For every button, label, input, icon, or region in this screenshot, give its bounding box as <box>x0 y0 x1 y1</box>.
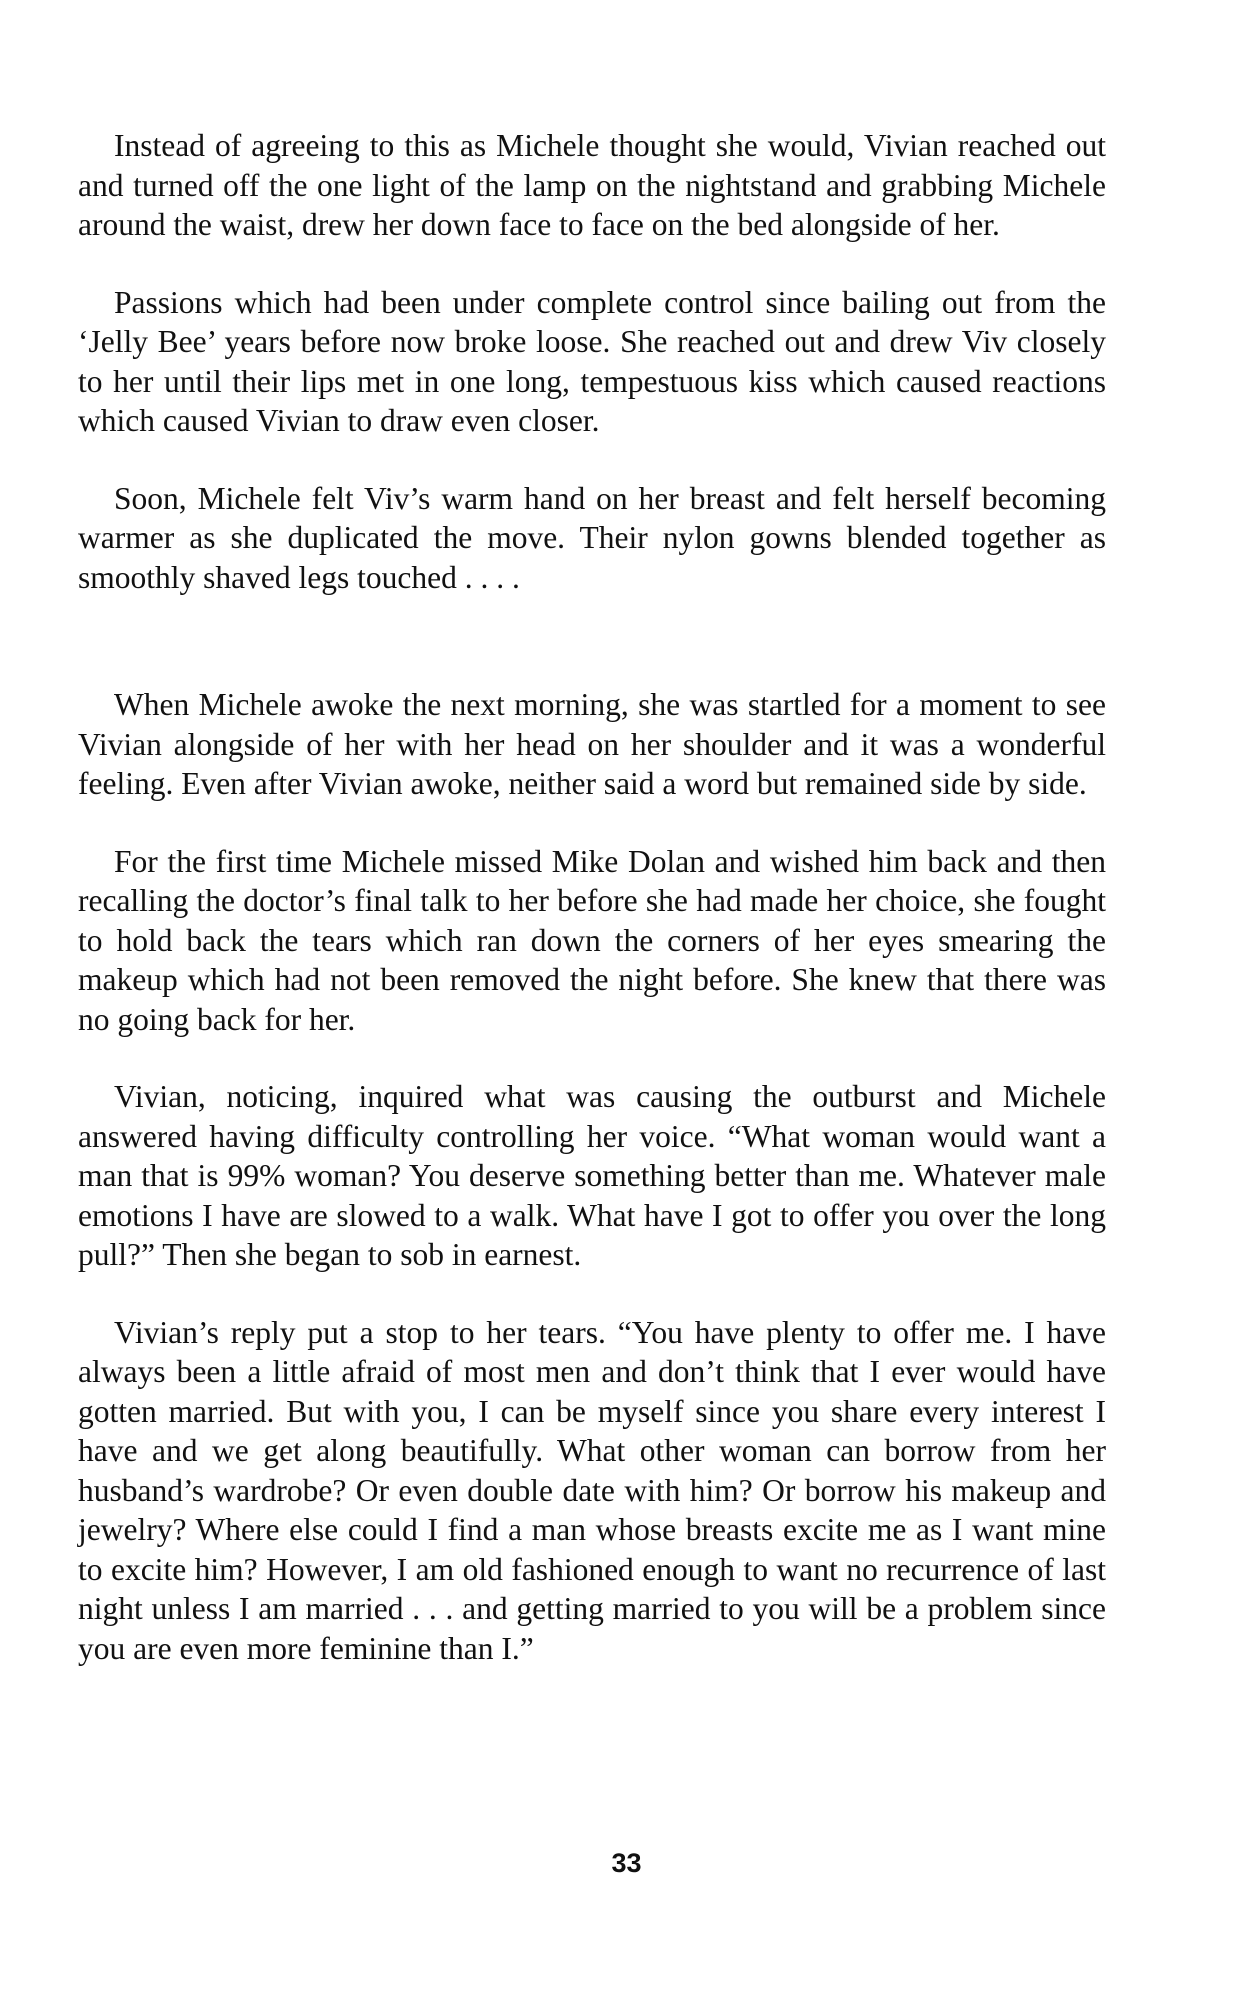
paragraph-7: Vivian’s reply put a stop to her tears. “You have plenty to offer me. I have always been a little afraid of most men and don’t think that I ever would have gotten married. But with you, I can be myself since you share every interest I have and we get along beautifully. What other woman can borrow from her husband’s wardrobe? Or even double date with him? Or borrow his makeup and jewelry? Where else could I find a man whose breasts excite me as I want mine to excite him? However, I am old fashioned enough to want no recurrence of last night unless I am married . . . and getting married to you will be a problem since you are even more feminine than I.” <box>78 1314 1106 1666</box>
body-text <box>78 126 1106 1706</box>
paragraph-4: When Michele awoke the next morning, she was startled for a moment to see Vivian alongside of her with her head on her shoulder and it was a wonderful feeling. Even after Vivian awoke, neither said a word but remained side by side. <box>78 687 1106 801</box>
paragraph-6: Vivian, noticing, inquired what was causing the outburst and Michele answered having difficulty controlling her voice. “What woman would want a man that is 99% woman? You deserve something better than me. Whatever male emotions I have are slowed to a walk. What have I got to offer you over the long pull?” Then she began to sob in earnest. <box>78 1079 1106 1272</box>
page-number: 33 <box>611 1848 642 1878</box>
paragraph-2: Passions which had been under complete control since bailing out from the ‘Jelly Bee’ years before now broke loose. She reached out and drew Viv closely to her until their lips met in one long, tempestuous kiss which caused reactions which caused Vivian to draw even closer. <box>78 284 1106 438</box>
paragraph-5: For the first time Michele missed Mike Dolan and wished him back and then recalling the doctor’s final talk to her before she had made her choice, she fought to hold back the tears which ran down the corners of her eyes smearing the makeup which had not been removed the night before. She knew that there was no going back for her. <box>78 843 1106 1037</box>
paragraph-3: Soon, Michele felt Viv’s warm hand on her breast and felt herself becoming warmer as she duplicated the move. Their nylon gowns blended together as smoothly shaved legs touched . . . . <box>78 480 1106 595</box>
paragraph-1: Instead of agreeing to this as Michele thought she would, Vivian reached out and turned off the one light of the lamp on the nightstand and grabbing Michele around the waist, drew her down face to face on the bed alongside of her. <box>78 128 1106 242</box>
